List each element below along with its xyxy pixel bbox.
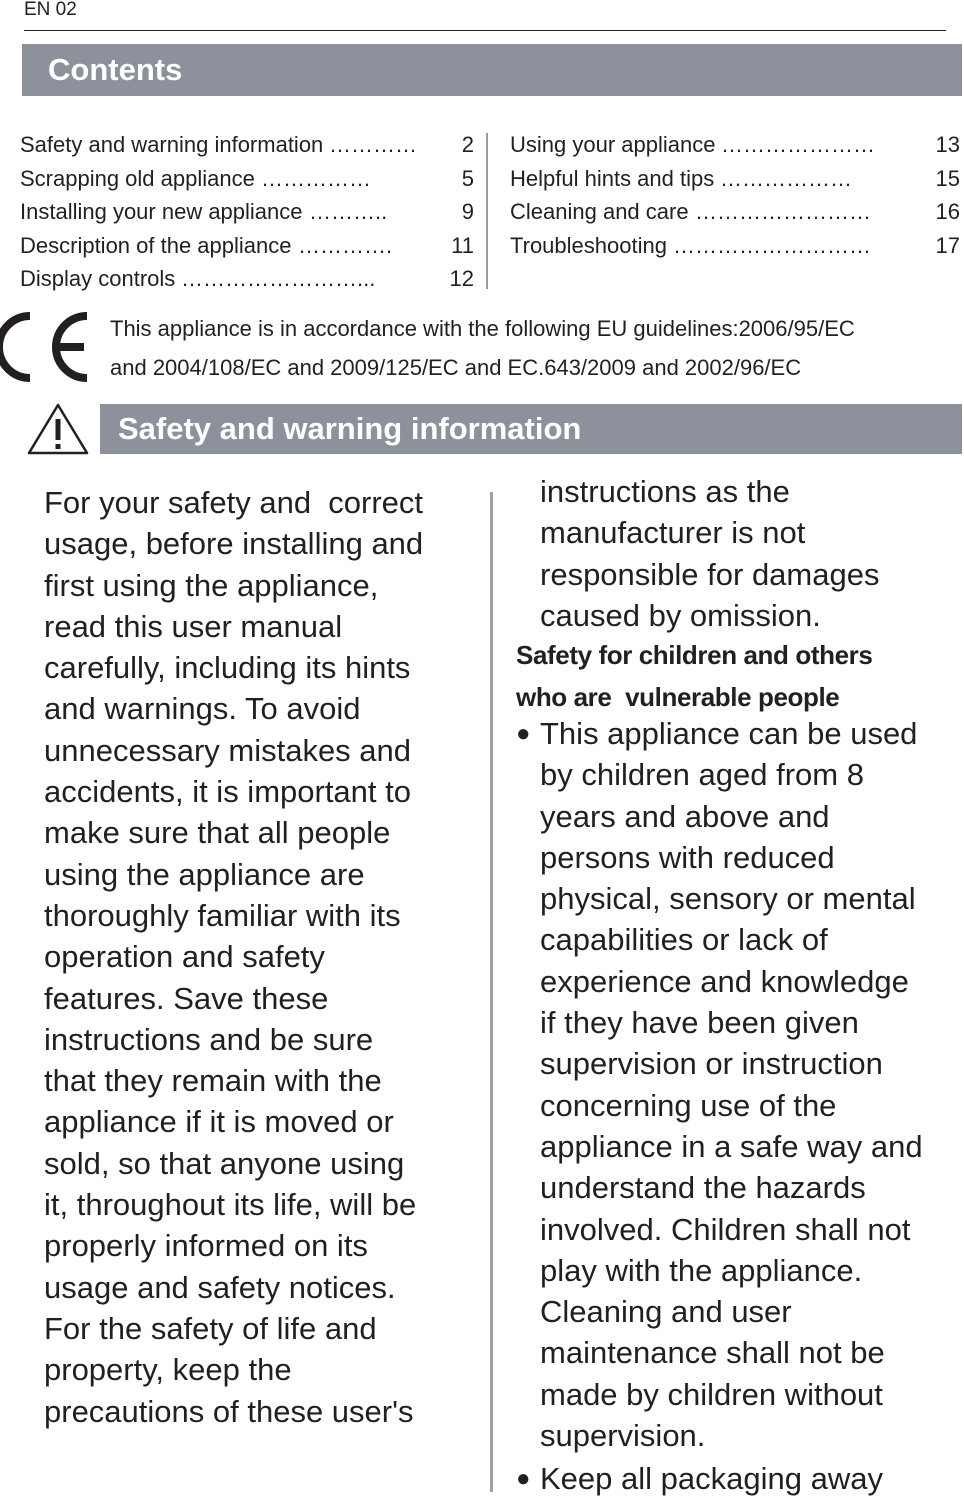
toc-entry-leader: ……….. <box>309 199 388 224</box>
ce-line-1: This appliance is in accordance with the following EU guidelines:2006/95/EC <box>110 316 855 341</box>
toc-entry-leader: …………………… <box>695 199 871 224</box>
toc-entry-leader: ……………………… <box>673 232 871 258</box>
toc-entry-page: 15 <box>935 165 960 191</box>
bullet-packaging <box>516 1458 964 1499</box>
ce-line-2: and 2004/108/EC and 2009/125/EC and EC.643/2009 and 2002/96/EC <box>110 355 802 380</box>
paragraph-line: For the safety of life and <box>44 1310 377 1346</box>
toc-entry-page: 5 <box>461 165 474 191</box>
paragraph-line: thoroughly familiar with its <box>44 897 401 933</box>
warning-triangle-icon <box>26 402 90 456</box>
paragraph-line: it, throughout its life, will be <box>44 1187 417 1223</box>
toc-entry-title: Troubleshooting <box>510 232 667 258</box>
paragraph-line: that they remain with the <box>44 1063 382 1099</box>
toc-entry-leader: ……………… <box>720 165 852 191</box>
toc-entry-page: 13 <box>935 132 960 157</box>
bullet-dot-icon: ● <box>516 1465 531 1492</box>
bullet-line: play with the appliance. <box>540 1252 863 1288</box>
ce-compliance-text <box>110 309 964 387</box>
children-safety-heading <box>516 634 956 718</box>
bullet-line: experience and knowledge <box>540 963 909 999</box>
toc-entry <box>510 162 960 196</box>
toc-entry-leader: …………… <box>261 165 371 191</box>
paragraph-line: unnecessary mistakes and <box>44 732 412 768</box>
toc-entry-leader: …………. <box>298 232 393 258</box>
bullet-dot-icon: ● <box>516 720 531 747</box>
bullet-line: Cleaning and user <box>540 1294 792 1330</box>
heading-line: Safety for children and others <box>516 640 873 670</box>
bullet-line: supervision. <box>540 1418 706 1454</box>
paragraph-line: make sure that all people <box>44 815 391 851</box>
bullet-line: physical, sensory or mental <box>540 881 916 917</box>
bullet-line: appliance in a safe way and <box>540 1128 923 1164</box>
toc-entry <box>20 195 474 229</box>
bullet-line: capabilities or lack of <box>540 922 828 958</box>
paragraph-line: operation and safety <box>44 939 325 975</box>
ce-mark-icon <box>0 312 94 382</box>
toc-divider <box>486 133 488 289</box>
toc-entry-title: Using your appliance <box>510 132 716 157</box>
toc-entry <box>20 229 474 263</box>
toc-entry-title: Helpful hints and tips <box>510 165 715 191</box>
bullet-line: persons with reduced <box>540 839 835 875</box>
toc-left-column <box>20 128 474 296</box>
toc-entry-leader: ………… <box>329 132 417 157</box>
bullet-line: Keep all packaging away <box>540 1461 883 1496</box>
toc-entry <box>510 195 960 229</box>
bullet-line: concerning use of the <box>540 1087 837 1123</box>
bullet-line: by children aged from 8 <box>540 757 864 793</box>
bullet-line: This appliance can be used <box>540 716 918 751</box>
toc-entry-title: Description of the appliance <box>20 232 292 258</box>
contents-heading: Contents <box>22 44 962 96</box>
paragraph-line: features. Save these <box>44 980 329 1016</box>
column-divider <box>490 492 493 1492</box>
bullet-line: made by children without <box>540 1376 883 1412</box>
paragraph-line: carefully, including its hints <box>44 650 411 686</box>
toc-entry-page: 12 <box>449 266 474 291</box>
toc-entry-title: Cleaning and care <box>510 199 689 224</box>
paragraph-line: using the appliance are <box>44 856 365 892</box>
paragraph-line: usage, before installing and <box>44 526 424 562</box>
paragraph-line: instructions and be sure <box>44 1021 374 1057</box>
toc-entry-title: Installing your new appliance <box>20 199 303 224</box>
paragraph-line: precautions of these user's <box>44 1393 414 1429</box>
paragraph-line: caused by omission. <box>540 597 821 633</box>
toc-entry <box>510 229 960 263</box>
paragraph-line: and warnings. To avoid <box>44 691 361 727</box>
paragraph-line: responsible for damages <box>540 556 880 592</box>
header-rule <box>24 30 946 31</box>
page-number-label: EN 02 <box>24 0 77 20</box>
paragraph-line: sold, so that anyone using <box>44 1145 405 1181</box>
toc-entry-page: 17 <box>935 232 960 258</box>
toc-entry <box>510 128 960 162</box>
paragraph-line: appliance if it is moved or <box>44 1104 394 1140</box>
paragraph-line: instructions as the <box>540 474 790 509</box>
toc-entry-leader: ………………… <box>721 132 875 157</box>
bullet-line: supervision or instruction <box>540 1046 883 1082</box>
toc-entry-page: 9 <box>461 199 474 224</box>
intro-paragraph <box>44 482 484 1432</box>
toc-entry <box>20 262 474 296</box>
paragraph-line: properly informed on its <box>44 1228 368 1264</box>
intro-paragraph-continuation <box>540 471 960 636</box>
bullet-line: maintenance shall not be <box>540 1335 885 1371</box>
toc-entry-page: 16 <box>935 199 960 224</box>
bullet-line: if they have been given <box>540 1005 859 1041</box>
toc-entry-title: Display controls <box>20 266 176 291</box>
toc-entry <box>20 162 474 196</box>
paragraph-line: property, keep the <box>44 1352 292 1388</box>
safety-section-heading: Safety and warning information <box>100 404 962 454</box>
toc-entry-title: Safety and warning information <box>20 132 324 157</box>
paragraph-line: usage and safety notices. <box>44 1269 396 1305</box>
toc-entry-page: 2 <box>461 132 474 157</box>
toc-entry <box>20 128 474 162</box>
toc-entry-title: Scrapping old appliance <box>20 165 255 191</box>
toc-entry-page: 11 <box>451 232 474 258</box>
toc-entry-leader: ……………………... <box>181 266 376 291</box>
bullet-line: years and above and <box>540 798 830 834</box>
heading-line: who are vulnerable people <box>516 682 840 712</box>
toc-right-column <box>510 128 960 262</box>
paragraph-line: manufacturer is not <box>540 515 806 551</box>
bullet-line: understand the hazards <box>540 1170 866 1206</box>
paragraph-line: first using the appliance, <box>44 567 379 603</box>
paragraph-line: accidents, it is important to <box>44 774 411 810</box>
paragraph-line: For your safety and correct <box>44 485 424 520</box>
bullet-children-use <box>516 713 964 1456</box>
bullet-line: involved. Children shall not <box>540 1211 911 1247</box>
paragraph-line: read this user manual <box>44 608 343 644</box>
